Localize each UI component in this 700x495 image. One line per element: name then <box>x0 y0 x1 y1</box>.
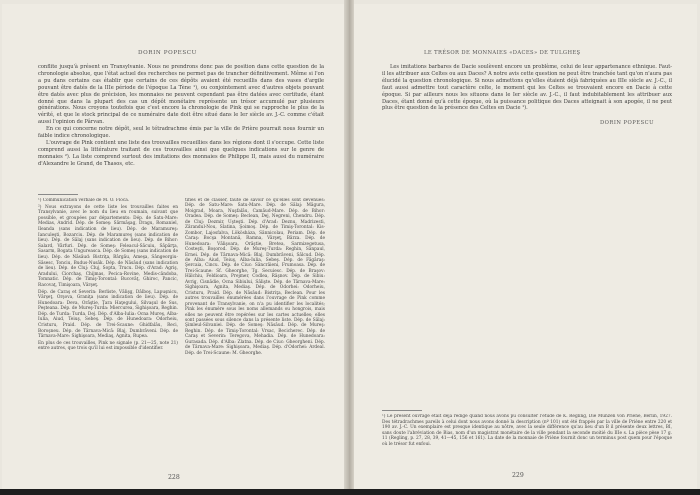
right-page <box>352 4 697 490</box>
right-footnote: ¹) Le présent ouvrage était déjà rédigé quand nous avons pu consulter l'étude de K. Regling, Die Münzen von Priene, Berlin, 1927. Des tétradrachmes pareils à celui dont nous avons donné la description (nº 101) ont été frappés par la ville de Priène entre 220 et 190 av. J.-C. Un exemplaire est presque identique au nôtre, avec la seule différence qu'au lieu d'un B il présente deux lettres, ΒΙ, sans doute l'abréviation de Bias, nom d'un magistrat monétaire de la ville pendant la seconde moitié du IIIe s. La pièce pèse 17 g. 11 (Regling, p. 27, 28, 39, 41—45, 156 et 161). La date de la monnaie de Priène fournit donc un terminus post quem pour l'époque où le trésor fut enfoui. <box>382 414 672 447</box>
footnote-rule-right <box>382 410 422 411</box>
running-head-right: LE TRÉSOR DE MONNAIES «DACES» DE TULGHEŞ <box>424 50 581 56</box>
left-body-paragraph-1: conflite jusqu'à présent en Transylvanie. Nous ne prendrons donc pas de position dans cette question de la chronologie absolue, que l'état actuel des recherches ne permet pas de trancher définitivement. Même si l'on a pu dans certains cas établir que certains de ces dépôts avaient été recueillis dans des vases d'argile pouvant être datés de la IIIe période de l'époque La Tène ¹), ou conjointement avec d'autres objets pouvant être datés avec plus de précision, les monnaies ne peuvent cependant pas être datées avec certitude, étant donné que dans la plupart des cas un dépôt monétaire représente un trésor accumulé par plusieurs générations. Nous croyons toutefois que c'est encore la chronologie de Pink qui se rapproche le plus de la vérité, et que le stock principal de ce numéraire date doit être situé dans le Ier siècle av. J.-C. comme c'était aussi l'opinion de Pârvan. <box>38 64 324 126</box>
footnote-3: En plus de ces trouvailles, Pink ne signale (p. 21—25, note 21) entre autres, que trois qu'il lui est impossible d'identifier. <box>38 340 178 352</box>
running-head-left: DORIN POPESCU <box>138 50 197 56</box>
right-body-text <box>382 64 672 112</box>
footnote-2-continued: Dép. de Caraş et Severin: Berliste, Vălişg, Dâlboş, Lapuşnicu, Vărşeţ, Orşova, Graniţa (sans indication de lieu). Dép. de Hunedoara: Deva, Orăştie, Ţara Haţegului, Silvaşul de Sus, Peşteana. Dép. de Mureş-Turda: Miercurea, Sighişoara, Reghin. Dép. de Turda: Turda, Dej. Dép. d'Alba-Iulia: Ocna Mureş, Alba-Iulia, Aiud, Teiuş, Sebeş. Dép. de Hunedoara: Odorheiu, Cristuru, Praid. Dép. de Trei-Scaune: Ghidfalău, Reci, Boroşneu. Dép. de Târnava-Mică: Blaj, Dumbrăveni. Dép. de Târnava-Mare: Sighişoara, Mediaş, Agnita, Rupea. <box>38 289 178 340</box>
book-gutter <box>344 0 354 495</box>
left-footnotes-right-column: tifies et de classer, faute de savoir ce qu'elles sont devenues: Dép. de Satu-Mare: Satu-Mare. Dép. de Sălaj: Măgura, Moigrad, Moara, Nuşfalău, Camăud-Mare. Dép. de Bihor: Oradea. Dép. de Someş: Beclean, Dej, Negreni, Chendru. Dép. de Cluj: Dezmir, Uşteşti. Dép. d'Arad: Deznu, Madrizesti, Zărandul-Nou, Slatina, Şoimoş. Dép. de Timiş-Torontal: Kis-Zombor, Lajosfalva, Lökösháza, Sânnicolau, Periam. Dép. de Caraş: Bocşa Montană, Ramna, Vârşeţ, Bârza. Dép. de Hunedoara: Vălişoara, Orăştie, Bretea, Sarmizegetusa, Costeşti, Boşorod. Dép. de Mureş-Turda: Reghin, Sânpaul, Ernei. Dép. de Târnava-Mică: Blaj, Dumbrăveni, Sălcud. Dép. de Alba: Aiud, Teiuş, Alba-Iulia, Sebeş. Dép. de Făgăraş: Şercaia, Cincu. Dép. de Ciuc: Sâncrăieni, Frumoasa. Dép. de Trei-Scaune: Sf. Gheorghe, Tg. Secuiesc. Dép. de Braşov: Hălchiu, Feldioara, Prejmer, Codlea, Râşnov. Dép. de Sibiu: Avrig, Cisnădie, Ocna Sibiului, Sălişte. Dép. de Târnava-Mare: Sighişoara, Agnita, Mediaş. Dép. de Odorhei: Odorheiu, Cristuru, Praid. Dép. de Năsăud: Bistriţa, Beclean. Pour les autres trouvailles énumérées dans l'ouvrage de Pink comme provenant de Transylvanie, on n'a pu identifier les localités; Pink les énumère sous les noms allemands ou hongrois, mais elles ne peuvent être repérées sur les cartes actuelles; elles sont passées sous silence dans la présente liste. Dép. de Sălaj: Şimleul-Silvaniei. Dép. de Someş: Năsăud. Dép. de Mureş: Reghin. Dép. de Timiş-Torontal: Vrsac, Becicherec. Dép. de Caraş et Severin: Teregova, Mehadia. Dép. de Hunedoara: Gurasada. Dép. d'Alba: Zlatna. Dép. de Ciuc: Gheorgheni. Dép. de Târnava-Mare: Sighişoara, Mediaş. Dép. d'Odorhei: Ardeal. Dép. de Trei-Scaune: M. Gheorghe. <box>185 198 325 356</box>
folio-left: 228 <box>168 474 180 481</box>
left-page <box>2 4 346 490</box>
right-body-paragraph-1: Les imitations barbares de Dacie soulèvent encore un problème, celui de leur appartenance ethnique. Faut-il les attribuer aux Celtes ou aux Daces? A notre avis cette question ne peut être tranchée tant qu'on n'aura pas élucidé la question chronologique. Si nous admettons qu'elles étaient déjà fabriquées au IIIe siècle av. J.-C., il faut aussi admettre tout caractère celte, le moment qui les Celtes se trouvaient encore en Dacie à cette époque. Si par ailleurs nous les situons dans le Ier siècle av. J.-C., il faut indubitablement les attribuer aux Daces, étant donné qu'à cette époque, où la puissance politique des Daces atteignait à son apogée, il ne peut plus être question de la présence des Celtes en Dacie ¹). <box>382 64 672 112</box>
author-signature: DORIN POPESCU <box>600 120 654 126</box>
footnote-rule-left <box>38 194 78 195</box>
scan-bottom-edge <box>0 489 700 495</box>
left-body-paragraph-2: En ce qui concerne notre dépôt, seul le tétradrachme émis par la ville de Prière pourrait nous fournir un faible indice chronologique. <box>38 126 324 140</box>
left-body-text <box>38 64 324 168</box>
footnote-2-intro: ²) Nous extrayons de cette liste les trouvailles faites en Transylvanie, avec le nom du lieu en roumain, suivant que possible, et groupées par départements: Dép. de Satu-Mare: Medias, Andrid. Dép. de Someş: Sărmăşag, Dragu, Romaniel, Ileanda (sans indication de lieu). Dép. de Maramureş: Ianculeşti, Bozarciu. Dép. de Maramureş (sans indication de lieu). Dép. de Sălaj (sans indication de lieu). Dép. de Bihor: Salard, Vârfuri. Dép. de Someş: Feleacul-Săcuiu, Săpârţa, Sasarm, Bogata Ungureasca. Dép. de Someş (sans indication de lieu). Dép. de Năsăud: Bistriţa, Bârgău, Ameşa, Sângeorgiu-Săsesc, Tonciu, Budus-Nusăk. Dép. de Năsăud (sans indication de lieu). Dép. de Cluj: Cluj, Sopta, Trucu. Dép. d'Arad: Agriş, Aradului, Ciorchaş, Chijmas, Pecica-Rovine, Medis-cândoba, Tomnatic. Dép. de Timiş-Torontal: Bucovăţ, Ghiroc, Pancic, Racovaţ, Timişoara, Vărşeţ. <box>38 204 178 288</box>
left-footnotes-column <box>38 198 178 474</box>
left-body-paragraph-3: L'ouvrage de Pink contient une liste des trouvailles recueillies dans les régions dont il s'occupe. Cette liste comprend aussi la littérature traitant de ces trouvailles ainsi que quelques indications sur le genre de monnaies ²). La liste comprend surtout des imitations des monnaies de Philippe II, mais aussi du numéraire d'Alexandre le Grand, de Thasos, etc. <box>38 139 324 167</box>
footnote-1: ¹) Communication verbale de M. O. Floca. <box>38 198 130 203</box>
folio-right: 229 <box>512 472 524 479</box>
